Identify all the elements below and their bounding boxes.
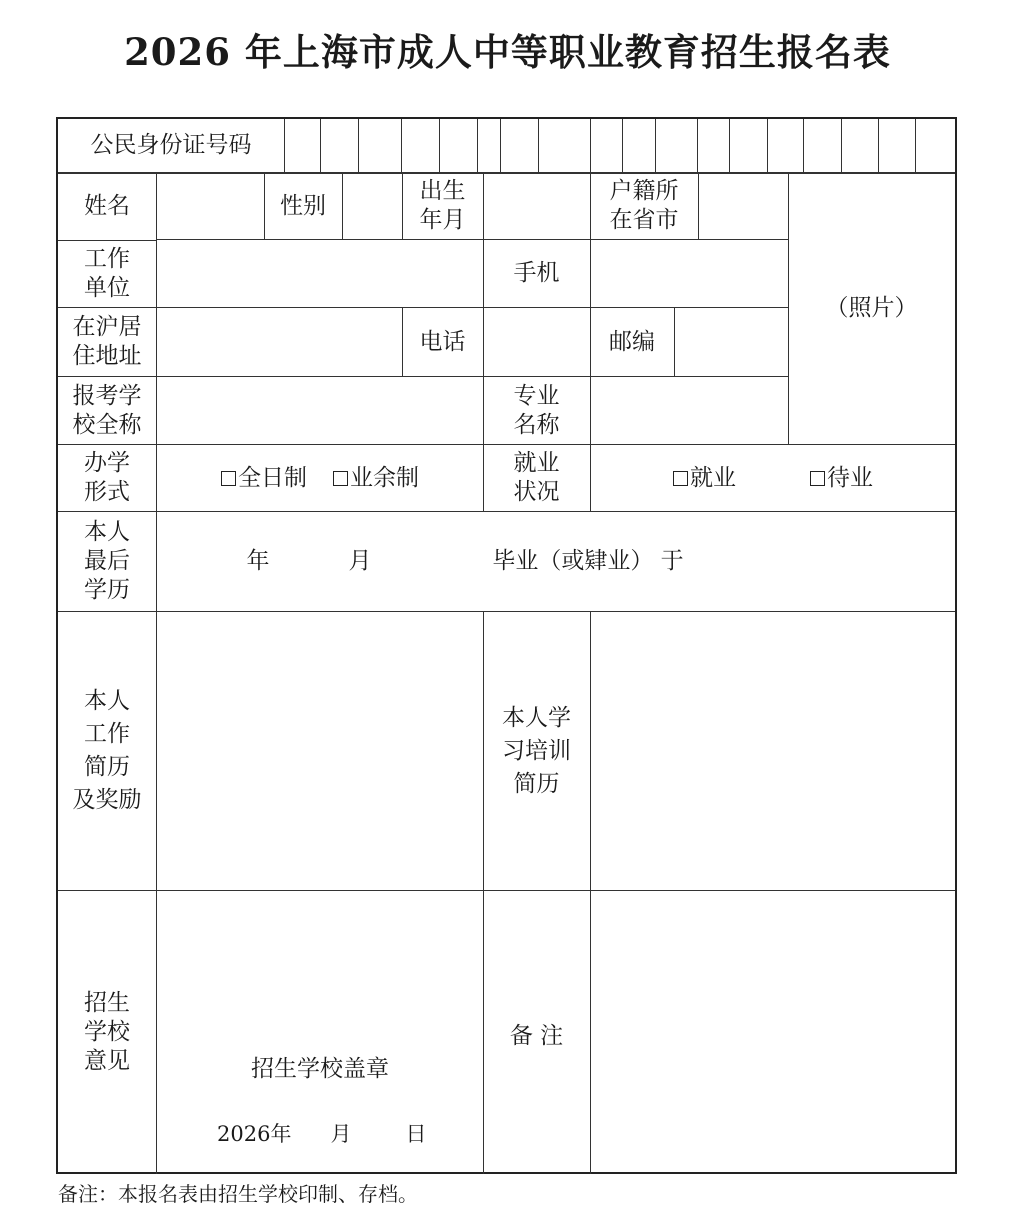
school-label: 报考学 校全称 (72, 382, 142, 438)
study-mode-options (157, 445, 483, 511)
phone-input[interactable] (484, 308, 590, 376)
form-footnote: 备注：本报名表由招生学校印制、存档。 (58, 1182, 418, 1206)
registration-form-table (56, 117, 957, 1174)
waiting-checkbox[interactable] (810, 471, 825, 486)
birth-input[interactable] (484, 173, 590, 239)
address-input[interactable] (157, 308, 402, 376)
employed-label: 就业 (690, 464, 736, 491)
study-history-label: 本人学 习培训 简历 (502, 704, 571, 797)
school-input[interactable] (157, 377, 483, 444)
parttime-option[interactable] (333, 464, 419, 493)
employment-options (591, 445, 955, 511)
phone-label: 电话 (419, 328, 466, 355)
date-month: 月 (330, 1121, 352, 1146)
study-mode-label: 办学 形式 (84, 450, 130, 505)
school-opinion-label: 招生 学校 意见 (84, 990, 130, 1074)
employed-checkbox[interactable] (673, 471, 688, 486)
work-history-input[interactable] (157, 612, 483, 890)
education-label: 本人 最后 学历 (84, 519, 130, 603)
gender-label: 性别 (280, 192, 326, 219)
employment-label: 就业 状况 (513, 450, 560, 505)
id-number-label: 公民身份证号码 (90, 132, 252, 158)
photo-box: （照片） (825, 295, 918, 321)
major-input[interactable] (591, 377, 788, 444)
parttime-checkbox[interactable] (333, 471, 348, 486)
name-input[interactable] (157, 173, 264, 239)
name-label: 姓名 (84, 193, 130, 219)
employed-option[interactable] (673, 464, 736, 493)
edu-year-label: 年 (246, 548, 270, 574)
address-label: 在沪居 住地址 (72, 314, 142, 369)
fulltime-checkbox[interactable] (221, 471, 236, 486)
gender-input[interactable] (343, 173, 402, 239)
major-label: 专业 名称 (513, 382, 560, 438)
date-year: 2026年 (217, 1121, 292, 1146)
work-history-label: 本人 工作 简历 及奖励 (72, 688, 142, 813)
work-unit-label: 工作 单位 (84, 245, 130, 301)
fulltime-option[interactable] (221, 464, 307, 493)
edu-month-label: 月 (348, 548, 372, 574)
waiting-label: 待业 (827, 464, 873, 491)
huji-input[interactable] (699, 173, 788, 239)
parttime-label: 业余制 (350, 464, 419, 491)
huji-label: 户籍所 在省市 (609, 178, 679, 233)
waiting-option[interactable] (810, 464, 873, 493)
birth-label: 出生 年月 (419, 178, 466, 233)
mobile-label: 手机 (513, 260, 560, 286)
education-input[interactable] (693, 512, 955, 611)
mobile-input[interactable] (591, 240, 788, 307)
remarks-label: 备 注 (509, 1022, 564, 1049)
form-title: 2026 年上海市成人中等职业教育招生报名表 (124, 30, 891, 74)
fulltime-label: 全日制 (238, 464, 307, 491)
id-number-input[interactable] (285, 119, 955, 172)
postcode-label: 邮编 (609, 328, 655, 355)
work-unit-input[interactable] (157, 240, 483, 307)
remarks-input[interactable] (591, 891, 955, 1174)
study-history-input[interactable] (591, 612, 955, 890)
edu-graduated-label: 毕业（或肄业） 于 (492, 548, 684, 574)
date-day: 日 (405, 1121, 427, 1146)
school-stamp-label: 招生学校盖章 (251, 1055, 389, 1082)
postcode-input[interactable] (675, 308, 788, 376)
